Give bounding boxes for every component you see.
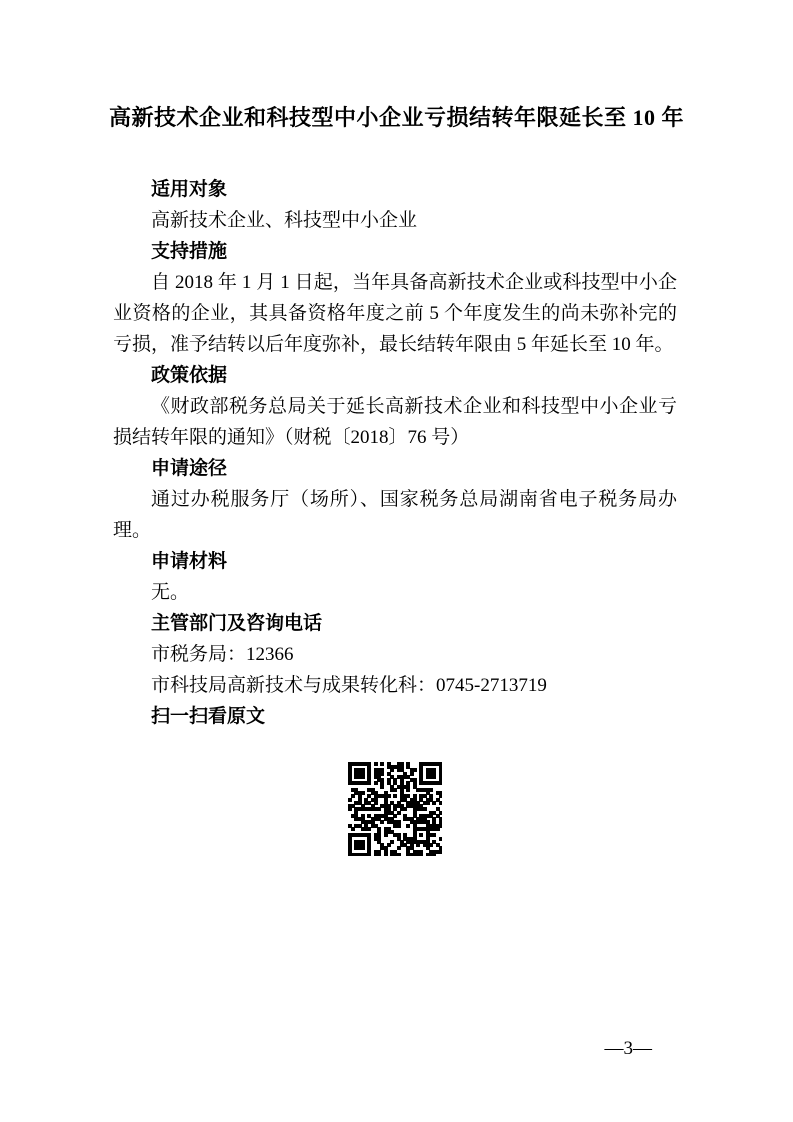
page-number: —3— xyxy=(604,1038,652,1059)
heading-application-channel: 申请途径 xyxy=(151,458,228,479)
paragraph-contact-science-bureau: 市科技局高新技术与成果转化科：0745-2713719 xyxy=(151,675,547,696)
paragraph-contact-tax-bureau: 市税务局：12366 xyxy=(151,644,294,665)
heading-policy-basis: 政策依据 xyxy=(151,365,228,386)
qr-code-icon xyxy=(348,762,442,856)
paragraph-policy-basis: 《财政部税务总局关于延长高新技术企业和科技型中小企业亏损结转年限的通知》（财税〔2018〕76 号） xyxy=(113,396,677,448)
heading-applicable-target: 适用对象 xyxy=(151,179,228,200)
document-body xyxy=(113,174,677,856)
paragraph-support-measures: 自 2018 年 1 月 1 日起，当年具备高新技术企业或科技型中小企业资格的企业，其具备资格年度之前 5 个年度发生的尚未弥补完的亏损，准予结转以后年度弥补，最长结转年限由 5 年延长至 10 年。 xyxy=(113,272,677,355)
paragraph-application-materials: 无。 xyxy=(151,582,190,603)
paragraph-applicable-target: 高新技术企业、科技型中小企业 xyxy=(151,210,418,231)
heading-scan-qr: 扫一扫看原文 xyxy=(151,706,266,727)
heading-application-materials: 申请材料 xyxy=(151,551,228,572)
document-title: 高新技术企业和科技型中小企业亏损结转年限延长至 10 年 xyxy=(108,105,684,130)
heading-support-measures: 支持措施 xyxy=(151,241,228,262)
paragraph-application-channel: 通过办税服务厅（场所）、国家税务总局湖南省电子税务局办理。 xyxy=(113,489,677,541)
heading-contact-info: 主管部门及咨询电话 xyxy=(151,613,323,634)
qr-code-container xyxy=(113,762,677,856)
